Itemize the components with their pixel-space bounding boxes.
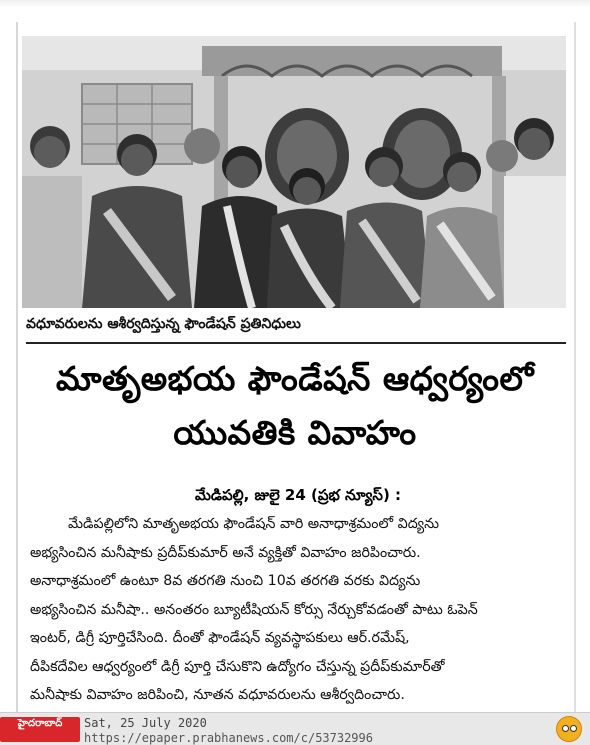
body-line: ఇంటర్, డిగ్రీ పూర్తిచేసింది. దీంతో ఫౌండేషన్ వ్యవస్థాపకులు ఆర్.రమేష్, [30, 630, 410, 646]
body-line: మేడిపల్లిలోని మాతృఅభయ ఫౌండేషన్ వారి అనాధాశ్రమంలో విద్యను [68, 516, 439, 532]
publication-logo[interactable]: హైదరాబాద్ [0, 717, 80, 742]
body-line: అనాధాశ్రమంలో ఉంటూ 8వ తరగతి నుంచి 10వ తరగతి వరకు విద్యను [30, 573, 421, 589]
body-line: దీపికదేవిల ఆధ్వర్యంలో డిగ్రీ పూర్తి చేసుకొని ఉద్యోగం చేస్తున్న ప్రదీప్‌కుమార్‌తో [30, 658, 445, 675]
epaper-footer [0, 712, 590, 745]
edition-date: Sat, 25 July 2020 [84, 716, 207, 730]
epaper-url-link[interactable]: https://epaper.prabhanews.com/c/53732996 [84, 731, 373, 745]
owl-eye-left [562, 725, 569, 732]
owl-eye-right [570, 725, 577, 732]
wedding-photo [22, 36, 566, 308]
body-line: అభ్యసించిన మనీషాకు ప్రదీప్‌కుమార్ అనే వ్యక్తితో వివాహం జరిపించారు. [30, 544, 421, 561]
dateline: మేడిపల్లి, జులై 24 (ప్రభ న్యూస్) : [195, 486, 402, 504]
clipping-right-border [574, 22, 576, 712]
headline [22, 352, 568, 460]
body-line: మనీషాకు వివాహం జరిపించి, నూతన వధూవరులను ఆశీర్వదించారు. [30, 687, 405, 703]
owl-icon [556, 716, 582, 742]
headline-line-2: యువతికి వివాహం [173, 413, 417, 452]
clipping-top-edge [0, 0, 590, 8]
body-line: అభ్యసించిన మనీషా.. అనంతరం బ్యూటీషియన్ కోర్సు నేర్చుకోవడంతో పాటు ఓపెన్ [30, 601, 478, 618]
headline-line-1: మాతృఅభయ ఫౌండేషన్ ఆధ్వర్యంలో [56, 359, 534, 398]
article-body [30, 510, 562, 710]
clipping-left-border [16, 22, 18, 712]
photo-caption: వధూవరులను ఆశీర్వదిస్తున్న ఫౌండేషన్ ప్రతినిధులు [26, 314, 566, 344]
